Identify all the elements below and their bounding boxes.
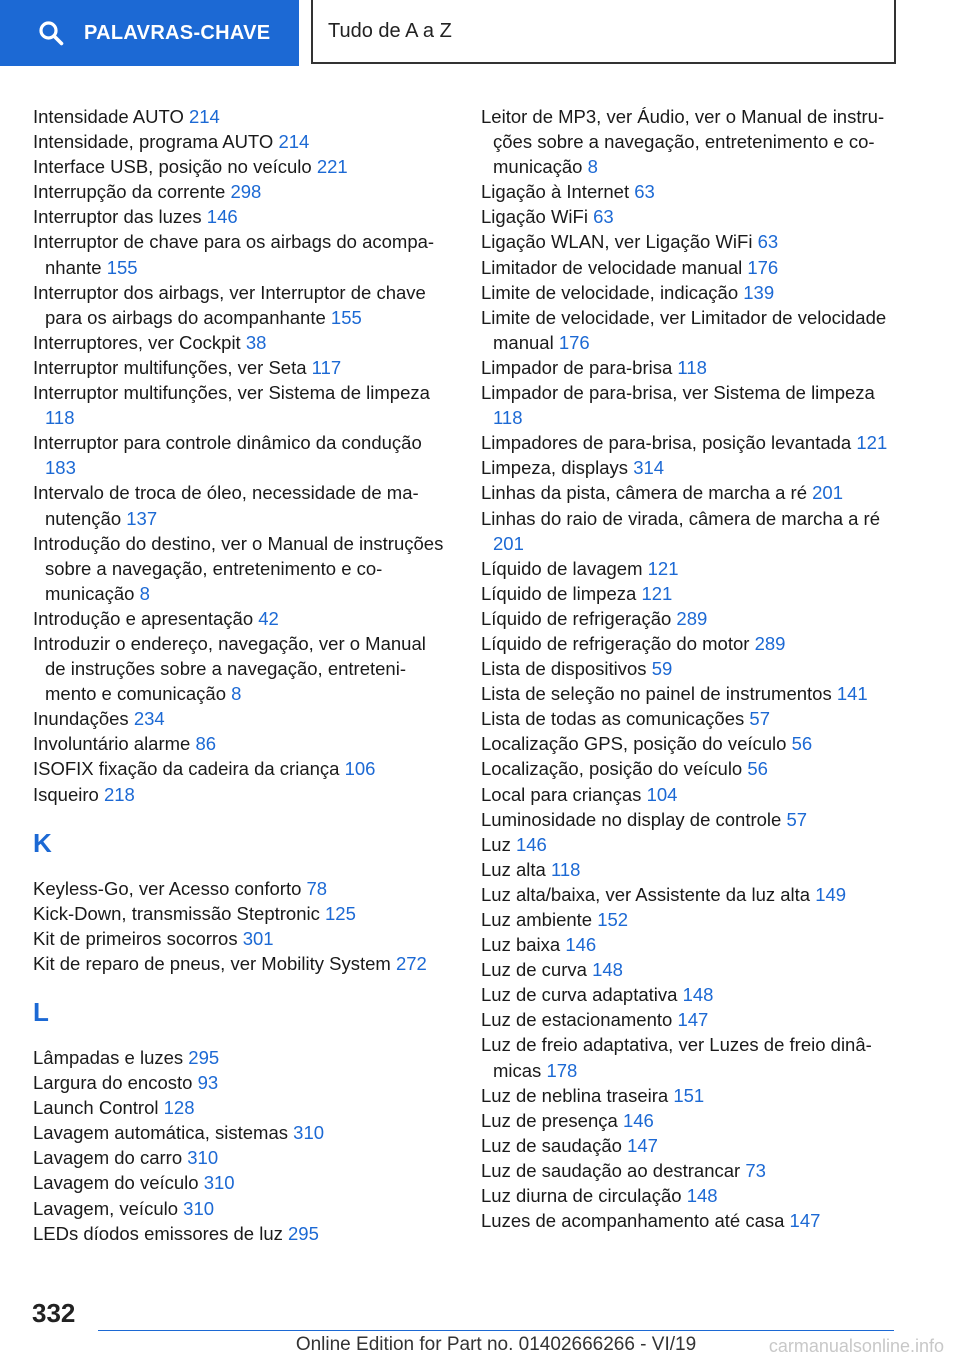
page-link[interactable]: 56	[747, 758, 768, 780]
index-entry	[481, 1083, 896, 1108]
entry-text: Luz de curva adaptativa	[481, 984, 678, 1006]
page-link[interactable]: 147	[627, 1134, 658, 1156]
entry-text: Lavagem do veículo	[33, 1172, 199, 1194]
index-entry	[33, 380, 448, 430]
entry-text: Involuntário alarme	[33, 733, 191, 755]
index-entry	[481, 179, 896, 204]
entry-text: Interruptor de chave para os airbags do acompanhante	[33, 231, 435, 278]
index-entry	[33, 1145, 448, 1170]
index-entry	[33, 1095, 448, 1120]
index-entry	[481, 1007, 896, 1032]
index-entry	[33, 330, 448, 355]
page-link[interactable]: 128	[163, 1097, 195, 1119]
index-entry	[33, 229, 448, 279]
index-entry	[33, 901, 448, 926]
page-link[interactable]: 125	[325, 902, 356, 924]
index-entry	[481, 706, 896, 731]
index-entry	[481, 255, 896, 280]
entry-text: Lista de seleção no painel de instrumentos	[481, 683, 832, 705]
index-entry	[33, 1196, 448, 1221]
index-entry	[33, 1120, 448, 1145]
entry-text: Luz	[481, 833, 511, 855]
page-link[interactable]: 234	[133, 708, 165, 730]
page-link[interactable]: 8	[587, 156, 598, 178]
entry-text: Localização, posição do veículo	[481, 758, 743, 780]
entry-text: Interruptor multifunções, ver Seta	[33, 356, 307, 378]
index-entry	[481, 1158, 896, 1183]
index-entry	[481, 731, 896, 756]
index-entry	[33, 1045, 448, 1070]
page-link[interactable]: 139	[743, 281, 775, 303]
watermark: carmanualsonline.info	[768, 1336, 944, 1356]
entry-text: Lâmpadas e luzes	[33, 1047, 184, 1068]
index-entry	[481, 656, 896, 681]
entry-text: Luz diurna de circulação	[481, 1185, 682, 1207]
index-entry	[33, 782, 448, 807]
entry-text: LEDs díodos emissores de luz	[33, 1222, 283, 1244]
entry-text: Luz de saudação ao destrancar	[481, 1159, 741, 1181]
index-entry	[481, 857, 896, 882]
page-link[interactable]: 106	[344, 758, 376, 780]
page-link[interactable]: 117	[311, 356, 342, 378]
index-entry	[481, 681, 896, 706]
page-link[interactable]: 8	[139, 582, 150, 604]
index-entry	[33, 154, 448, 179]
page-link[interactable]: 121	[647, 557, 679, 579]
entry-text: Lavagem, veículo	[33, 1197, 179, 1219]
index-entry	[481, 229, 896, 254]
entry-text: Introdução do destino, ver o Manual de instruções sobre a navegação, entretenimento e comunicação	[33, 532, 444, 604]
index-entry	[33, 1170, 448, 1195]
section-letter: K	[33, 827, 52, 858]
entry-text: Lavagem do carro	[33, 1147, 183, 1169]
index-entry	[481, 581, 896, 606]
az-tab-label: Tudo de A a Z	[328, 19, 452, 42]
page-link[interactable]: 118	[45, 407, 75, 429]
index-entry	[481, 631, 896, 656]
page-link[interactable]: 148	[592, 959, 623, 981]
entry-text: Isqueiro	[33, 783, 99, 805]
page-link[interactable]: 38	[245, 331, 267, 353]
entry-text: Luminosidade no display de controle	[481, 808, 782, 830]
index-entry	[481, 480, 896, 505]
entry-text: Intensidade, programa AUTO	[33, 131, 274, 153]
entry-text: Luz de freio adaptativa, ver Luzes de freio dinâmicas	[481, 1034, 872, 1081]
index-entry	[481, 932, 896, 957]
entry-text: Ligação à Internet	[481, 181, 630, 203]
index-entry	[481, 1133, 896, 1158]
entry-text: Local para crianças	[481, 783, 642, 805]
page-link[interactable]: 214	[278, 131, 310, 153]
page-link[interactable]: 57	[786, 808, 808, 830]
index-entry	[33, 876, 448, 901]
entry-text: Limpadores de para-brisa, posição levantada	[481, 432, 852, 454]
page-link[interactable]: 298	[230, 181, 262, 203]
entry-text: Luz de estacionamento	[481, 1009, 673, 1031]
entry-text: Limite de velocidade, indicação	[481, 281, 739, 303]
page-link[interactable]: 301	[242, 927, 274, 949]
index-entry	[481, 882, 896, 907]
index-entry	[33, 430, 448, 480]
index-entry	[481, 957, 896, 982]
page-link[interactable]: 295	[188, 1047, 220, 1068]
index-entry	[481, 380, 896, 430]
entry-text: Luz de saudação	[481, 1134, 622, 1156]
page-link[interactable]: 93	[197, 1072, 219, 1094]
page-link[interactable]: 214	[188, 106, 220, 127]
page-link[interactable]: 104	[646, 783, 678, 805]
page-link[interactable]: 146	[565, 934, 597, 956]
index-entry	[33, 631, 448, 706]
index-entry	[481, 832, 896, 857]
page-link[interactable]: 289	[676, 607, 708, 629]
index-entry	[481, 305, 896, 355]
index-entry	[33, 129, 448, 154]
entry-text: Lista de dispositivos	[481, 658, 647, 680]
entry-text: Limitador de velocidade manual	[481, 256, 743, 278]
entry-text: Linhas do raio de virada, câmera de marcha a ré	[481, 507, 880, 529]
entry-text: Lista de todas as comunicações	[481, 708, 745, 730]
keyword-tab-label: PALAVRAS-CHAVE	[84, 21, 271, 44]
page-link[interactable]: 118	[677, 356, 707, 378]
page-link[interactable]: 148	[682, 984, 714, 1006]
entry-text: Luz alta	[481, 858, 546, 880]
page-link[interactable]: 118	[550, 858, 581, 880]
index-entry	[33, 951, 448, 976]
index-entry	[33, 926, 448, 951]
entry-text: Luzes de acompanhamento até casa	[481, 1210, 785, 1232]
entry-text: Interruptor das luzes	[33, 206, 202, 228]
index-entry	[481, 1108, 896, 1133]
page-link[interactable]: 289	[754, 632, 786, 654]
index-entry	[33, 1070, 448, 1095]
page-link[interactable]: 8	[231, 683, 242, 705]
page-link[interactable]: 146	[206, 206, 238, 228]
page-link[interactable]: 73	[745, 1159, 766, 1181]
index-entry	[481, 455, 896, 480]
page-link[interactable]: 141	[836, 683, 868, 705]
page-number: 332	[32, 1298, 76, 1328]
page-link[interactable]: 63	[757, 231, 779, 253]
index-entry	[481, 756, 896, 781]
edition-text: Online Edition for Part no. 01402666266 - VI/19	[295, 1334, 697, 1355]
page-link[interactable]: 42	[258, 607, 279, 629]
page-link[interactable]: 183	[45, 457, 76, 479]
entry-text: Intensidade AUTO	[33, 106, 184, 127]
entry-text: Interruptores, ver Cockpit	[33, 331, 241, 353]
entry-text: Limite de velocidade, ver Limitador de velocidade manual	[481, 306, 887, 353]
index-entry	[33, 531, 448, 606]
entry-text: Launch Control	[33, 1097, 159, 1119]
page-link[interactable]: 148	[686, 1185, 718, 1207]
page-link[interactable]: 63	[634, 181, 655, 203]
search-icon	[38, 20, 64, 46]
index-entry	[33, 280, 448, 330]
page-link[interactable]: 147	[789, 1210, 821, 1232]
page-link[interactable]: 86	[195, 733, 217, 755]
index-entry	[33, 355, 448, 380]
entry-text: Lavagem automática, sistemas	[33, 1122, 289, 1144]
index-entry	[481, 430, 896, 455]
index-entry	[481, 1208, 896, 1233]
entry-text: Líquido de lavagem	[481, 557, 643, 579]
page-link[interactable]: 155	[330, 306, 362, 328]
page-link[interactable]: 152	[597, 909, 629, 930]
page-link[interactable]: 178	[546, 1059, 578, 1081]
index-entry	[481, 280, 896, 305]
index-entry	[481, 782, 896, 807]
index-entry	[481, 907, 896, 932]
page-link[interactable]: 314	[633, 457, 665, 479]
index-entry	[33, 706, 448, 731]
az-tab[interactable]	[311, 0, 896, 64]
index-column-right	[481, 104, 896, 1233]
footer-rule	[98, 1330, 894, 1331]
entry-text: Linhas da pista, câmera de marcha a ré	[481, 482, 807, 504]
page-link[interactable]: 155	[106, 256, 138, 278]
entry-text: Kick-Down, transmissão Steptronic	[33, 902, 320, 924]
page-link[interactable]: 176	[747, 256, 779, 278]
index-entry	[33, 756, 448, 781]
entry-text: Interruptor para controle dinâmico da condução	[33, 432, 422, 454]
page-link[interactable]: 272	[395, 952, 427, 974]
entry-text: Luz ambiente	[481, 909, 593, 930]
index-entry	[481, 1183, 896, 1208]
page-link[interactable]: 147	[677, 1009, 709, 1031]
entry-text: Líquido de limpeza	[481, 582, 637, 604]
page-link[interactable]: 146	[515, 833, 547, 855]
page-link[interactable]: 218	[103, 783, 135, 805]
page-link[interactable]: 121	[856, 432, 888, 454]
section-letter: L	[33, 997, 49, 1027]
page-link[interactable]: 151	[673, 1084, 705, 1106]
keyword-tab[interactable]	[0, 0, 299, 66]
entry-text: Kit de primeiros socorros	[33, 927, 238, 949]
index-column-left	[33, 104, 448, 1246]
index-entry	[33, 480, 448, 530]
index-entry	[33, 606, 448, 631]
entry-text: Interface USB, posição no veículo	[33, 156, 312, 178]
entry-text: Kit de reparo de pneus, ver Mobility System	[33, 952, 391, 974]
entry-text: Líquido de refrigeração	[481, 607, 672, 629]
page-link[interactable]: 310	[203, 1172, 235, 1194]
entry-text: Introduzir o endereço, navegação, ver o Manual de instruções sobre a navegação, entretenimento e comunicação	[33, 632, 426, 705]
page-link[interactable]: 63	[593, 206, 614, 228]
entry-text: Localização GPS, posição do veículo	[481, 733, 787, 755]
entry-text: Limpador de para-brisa, ver Sistema de limpeza	[481, 382, 875, 404]
entry-text: Luz baixa	[481, 934, 561, 956]
index-entry	[481, 982, 896, 1007]
entry-text: Largura do encosto	[33, 1072, 193, 1094]
entry-text: Intervalo de troca de óleo, necessidade de manutenção	[33, 482, 419, 529]
index-entry	[33, 204, 448, 229]
entry-text: Keyless-Go, ver Acesso conforto	[33, 877, 302, 899]
entry-text: Introdução e apresentação	[33, 607, 254, 629]
entry-text: Interruptor dos airbags, ver Interruptor de chave para os airbags do acompanhante	[33, 281, 426, 328]
entry-text: ISOFIX fixação da cadeira da criança	[33, 758, 340, 780]
index-entry	[481, 556, 896, 581]
entry-text: Inundações	[33, 708, 129, 730]
index-entry	[481, 606, 896, 631]
entry-text: Leitor de MP3, ver Áudio, ver o Manual de instruções sobre a navegação, entretenimento e comunicação	[481, 106, 885, 178]
entry-text: Luz alta/baixa, ver Assistente da luz alta	[481, 883, 811, 905]
entry-text: Ligação WiFi	[481, 206, 588, 228]
entry-text: Interruptor multifunções, ver Sistema de limpeza	[33, 382, 430, 404]
page-link[interactable]: 221	[316, 156, 348, 178]
entry-text: Luz de curva	[481, 959, 587, 981]
index-entry	[481, 204, 896, 229]
page-link[interactable]: 137	[126, 507, 158, 529]
page-link[interactable]: 56	[791, 733, 813, 755]
page-link[interactable]: 78	[306, 877, 328, 899]
index-entry	[481, 1032, 896, 1082]
page-link[interactable]: 201	[812, 482, 843, 504]
index-entry	[481, 807, 896, 832]
page-link[interactable]: 59	[651, 658, 673, 680]
entry-text: Ligação WLAN, ver Ligação WiFi	[481, 231, 753, 253]
page-link[interactable]: 121	[641, 582, 673, 604]
page-link[interactable]: 118	[493, 407, 523, 429]
page-link[interactable]: 310	[293, 1122, 325, 1144]
entry-text: Limpador de para-brisa	[481, 356, 673, 378]
entry-text: Luz de presença	[481, 1109, 618, 1131]
index-entry	[33, 104, 448, 129]
entry-text: Interrupção da corrente	[33, 181, 226, 203]
index-entry	[33, 731, 448, 756]
page-link[interactable]: 149	[815, 883, 847, 905]
entry-text: Limpeza, displays	[481, 457, 629, 479]
index-entry	[481, 104, 896, 179]
entry-text: Luz de neblina traseira	[481, 1084, 669, 1106]
page-link[interactable]: 57	[749, 708, 770, 730]
page-link[interactable]: 146	[622, 1109, 654, 1131]
index-entry	[33, 179, 448, 204]
page-link[interactable]: 310	[183, 1197, 215, 1219]
page-link[interactable]: 176	[558, 331, 590, 353]
entry-text: Líquido de refrigeração do motor	[481, 632, 750, 654]
index-entry	[481, 355, 896, 380]
header	[0, 0, 960, 66]
index-entry	[481, 506, 896, 556]
page-link[interactable]: 310	[187, 1147, 219, 1169]
page-link[interactable]: 295	[288, 1222, 319, 1244]
index-entry	[33, 1221, 448, 1246]
page-link[interactable]: 201	[493, 532, 524, 554]
